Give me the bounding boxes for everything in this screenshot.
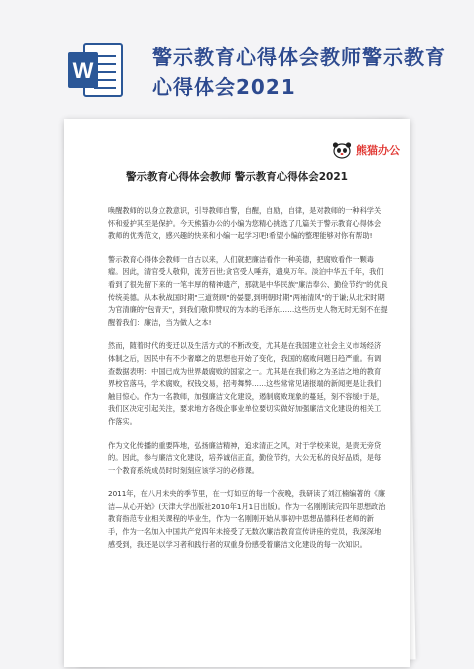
document-title: 警示教育心得体会教师 警示教育心得体会2021: [126, 171, 348, 183]
brand-name: 熊猫办公: [356, 144, 400, 157]
panda-logo-icon: [331, 141, 353, 159]
paragraph: 唤醒教师的以身立教意识，引导教师自警，自醒，自励，自律，是对教师的一种科学关怀和爱护其至是保护。今天熊猫办公的小编为您精心挑选了几篇关于警示教育心得体会教师的优秀范文，感兴趣的快来和小编一起学习吧!希望小编的整理能够对你有帮助!: [108, 206, 382, 241]
page-header: [0, 0, 474, 110]
document-preview: [64, 119, 410, 667]
word-icon-letter: W: [72, 58, 94, 83]
paragraph: 2011年，在八月未央的季节里，在一灯如豆的每一个夜晚，我研读了刘江楠编著的《廉洁—从心开始》(天津大学出版社2010年1月1日出版)。作为一名刚刚读完四年思想政治教育指范专业相关课程的毕业生，作为一名刚刚开始从事初中思想品德科任老师的新手，作为一名加入中国共产党四年未接受了无数次廉洁教育宣传讲座的党员，我深深地感受到，我还是以学习者和践行者的双重身份感受着廉洁文化建设的每一次知识。: [108, 489, 386, 549]
paragraph: 警示教育心得体会教师一自古以来，人们就把廉洁看作一种美德，把腐败看作一颗毒瘤。因此，清官受人敬仰，流芳百世;贪官受人唾弃，遗臭万年。淡泊中华五千年，我们看到了很先留下来的一笔丰厚的精神遗产，那就是中华民族"廉洁奉公、勤俭节约"的优良传统美德。从本秋战国时期"三道贤顾"的晏婴,到明朝时期"两袖清风"的于谦;从北宋时期为官清廉的"包青天"，到我们敬仰赞叹的为本的毛泽东……这些历史人物无时无刻不在提醒着我们：廉洁，当为做人之本!: [108, 254, 388, 327]
paragraph: 作为文化传播的重要阵地，弘扬廉洁精神，追求清正之风，对于学校来说，是责无旁贷的。因此，参与廉洁文化建设，培养诚信正直，勤俭节约，大公无私的良好品质，是每一个教育系统成员时时刻刻应该学习的必修课。: [108, 440, 382, 475]
word-document-icon: [66, 42, 124, 98]
paragraph: 然而，随着时代的变迁以及生活方式的不断改变，尤其是在我国建立社会主义市场经济体制之后，因民中有不少奢靡之的思想也开始了变化，我国的腐败问题日趋严重。有调查数据表明：中国已成为世界最腐败的国家之一。尤其是在我们称之为圣洁之地的教育界校官落马，学术腐败，权钱交易，招考舞弊……这些常常见诸报端的新闻更是让我们触目惊心。作为一名教师，加强廉洁文化建设，遏制腐败现象的蔓延，刻不容缓!于是，我们区决定引起关注，要求地方各级企事业单位要切实做好加强廉洁文化建设的相关工作落实。: [108, 341, 385, 426]
page-title: 警示教育心得体会教师警示教育心得体会2021: [152, 45, 446, 99]
document-body: [108, 205, 388, 562]
brand-watermark: [331, 141, 400, 159]
